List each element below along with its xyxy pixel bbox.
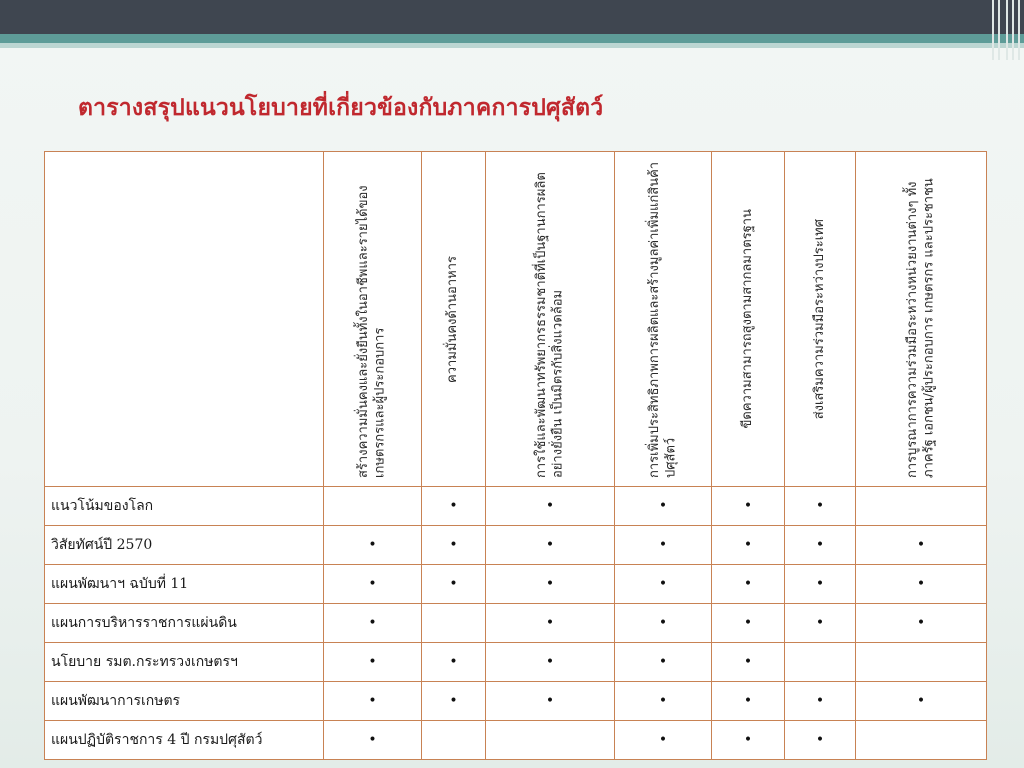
- table-cell: •: [615, 643, 712, 682]
- slide-title: ตารางสรุปแนวนโยบายที่เกี่ยวข้องกับภาคการปศุสัตว์: [78, 94, 604, 121]
- table-cell: [785, 643, 856, 682]
- table-cell: •: [486, 565, 615, 604]
- slide-accent-band-light: [0, 43, 1024, 48]
- table-cell: •: [785, 604, 856, 643]
- column-header-label: การใช้และพัฒนาทรัพยากรธรรมชาติที่เป็นฐานการผลิตอย่างยั่งยืน เป็นมิตรกับสิ่งแวดล้อม: [533, 172, 565, 478]
- table-cell: •: [486, 682, 615, 721]
- slide-header-bar: [0, 0, 1024, 34]
- table-row: [45, 643, 987, 682]
- table-cell: •: [712, 682, 785, 721]
- table-cell: •: [615, 487, 712, 526]
- table-cell: •: [615, 526, 712, 565]
- table-header-row: [45, 152, 987, 487]
- table-cell: •: [324, 721, 422, 760]
- column-header: [615, 152, 712, 487]
- table-cell: [856, 487, 987, 526]
- table-cell: •: [856, 526, 987, 565]
- table-cell: •: [486, 643, 615, 682]
- table-cell: •: [615, 682, 712, 721]
- slide-accent-band: [0, 34, 1024, 43]
- column-header-label: ความมั่นคงด้านอาหาร: [445, 255, 461, 383]
- table-cell: [486, 721, 615, 760]
- table-cell: •: [615, 721, 712, 760]
- table-cell: •: [486, 604, 615, 643]
- column-header: [486, 152, 615, 487]
- row-label: แนวโน้มของโลก: [45, 487, 324, 526]
- table-cell: •: [785, 565, 856, 604]
- table-cell: •: [785, 721, 856, 760]
- table-cell: •: [785, 487, 856, 526]
- table-cell: •: [422, 565, 486, 604]
- table-cell: •: [615, 565, 712, 604]
- table-row: [45, 526, 987, 565]
- table-cell: •: [785, 682, 856, 721]
- table-cell: •: [324, 682, 422, 721]
- column-header-label: ขีดความสามารถสูงตามสากลมาตรฐาน: [739, 209, 755, 429]
- table-cell: •: [422, 643, 486, 682]
- row-label: แผนพัฒนาฯ ฉบับที่ 11: [45, 565, 324, 604]
- table-cell: [422, 721, 486, 760]
- table-cell: •: [422, 487, 486, 526]
- row-label: นโยบาย รมต.กระทรวงเกษตรฯ: [45, 643, 324, 682]
- table-cell: [422, 604, 486, 643]
- column-header: [856, 152, 987, 487]
- table-cell: •: [712, 604, 785, 643]
- column-header: [712, 152, 785, 487]
- row-label: แผนปฏิบัติราชการ 4 ปี กรมปศุสัตว์: [45, 721, 324, 760]
- table-cell: [856, 643, 987, 682]
- table-row: [45, 721, 987, 760]
- row-label: แผนพัฒนาการเกษตร: [45, 682, 324, 721]
- table-cell: •: [712, 721, 785, 760]
- table-cell: •: [856, 565, 987, 604]
- column-header-label: สร้างความมั่นคงและยั่งยืนทั้งในอาชีพและรายได้ของเกษตรกรและผู้ประกอบการ: [356, 185, 388, 478]
- table-cell: •: [422, 526, 486, 565]
- table-cell: •: [324, 604, 422, 643]
- table-cell: [324, 487, 422, 526]
- column-header-label: การบูรณาการความร่วมมือระหว่างหน่วยงานต่างๆ ทั้งภาครัฐ เอกชน/ผู้ประกอบการ เกษตรกร และประชาชน: [904, 178, 936, 478]
- slide-corner-decoration: [986, 0, 1024, 60]
- table-cell: •: [712, 526, 785, 565]
- table-row: [45, 487, 987, 526]
- column-header: [324, 152, 422, 487]
- table-cell: •: [324, 526, 422, 565]
- table-cell: •: [856, 604, 987, 643]
- column-header: [785, 152, 856, 487]
- table-row: [45, 682, 987, 721]
- table-cell: •: [712, 487, 785, 526]
- column-header-label: ส่งเสริมความร่วมมือระหว่างประเทศ: [811, 218, 827, 420]
- table-corner-cell: [45, 152, 324, 487]
- table-cell: •: [324, 643, 422, 682]
- table-cell: [856, 721, 987, 760]
- table-cell: •: [324, 565, 422, 604]
- table-cell: •: [486, 526, 615, 565]
- table-cell: •: [856, 682, 987, 721]
- table-row: [45, 604, 987, 643]
- table-cell: •: [712, 643, 785, 682]
- row-label: วิสัยทัศน์ปี 2570: [45, 526, 324, 565]
- table-cell: •: [712, 565, 785, 604]
- table-cell: •: [615, 604, 712, 643]
- table-cell: •: [785, 526, 856, 565]
- policy-summary-table: [44, 151, 987, 760]
- table-cell: •: [422, 682, 486, 721]
- row-label: แผนการบริหารราชการแผ่นดิน: [45, 604, 324, 643]
- table-cell: •: [486, 487, 615, 526]
- table-row: [45, 565, 987, 604]
- column-header-label: การเพิ่มประสิทธิภาพการผลิตและสร้างมูลค่าเพิ่มแก่สินค้าปศุสัตว์: [646, 161, 678, 478]
- column-header: [422, 152, 486, 487]
